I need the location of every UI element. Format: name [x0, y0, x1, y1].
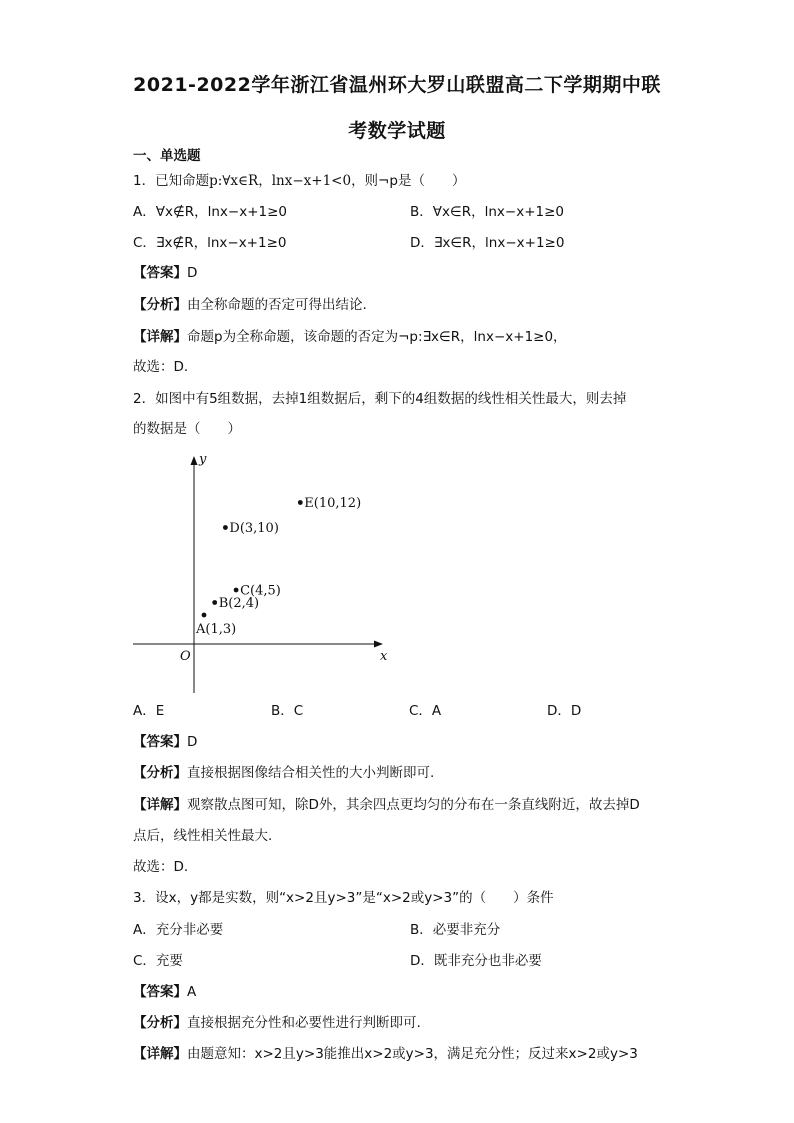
q1-analysis-text: 由全称命题的否定可得出结论.: [187, 297, 367, 313]
q3-analysis: [133, 1013, 421, 1033]
origin-label: O: [180, 649, 191, 664]
q1-detail: [133, 327, 567, 347]
q1-answer-value: D: [187, 265, 198, 281]
point-label: D(3,10): [229, 521, 279, 536]
analysis-tag: 【分析】: [133, 297, 187, 313]
q3-option-c: C．充要: [133, 953, 183, 969]
data-point: [212, 600, 217, 605]
doc-title-line2: 考数学试题: [348, 120, 446, 142]
q2-analysis-text: 直接根据图像结合相关性的大小判断即可.: [187, 765, 435, 781]
x-axis: [133, 641, 383, 648]
data-point: [298, 500, 303, 505]
point-label: B(2,4): [218, 596, 260, 611]
y-axis: [191, 456, 198, 693]
q1-stem-math: p:∀x∈R，lnx−x+1<0: [209, 173, 352, 189]
q1-analysis: [133, 295, 367, 315]
section-heading: 一、单选题: [133, 148, 201, 164]
doc-title-line1: 2021-2022学年浙江省温州环大罗山联盟高二下学期期中联: [133, 74, 661, 96]
q2-analysis: [133, 763, 434, 783]
q2-detail-line2: 点后，线性相关性最大.: [133, 828, 273, 844]
data-points: [195, 496, 361, 637]
q3-stem: 3．设x，y都是实数，则“x>2且y>3”是“x>2或y>3”的（ ）条件: [133, 890, 554, 906]
analysis-tag: 【分析】: [133, 765, 187, 781]
q2-detail-text: 观察散点图可知，除D外，其余四点更均匀的分布在一条直线附近，故去掉D: [187, 797, 640, 813]
q3-answer: [133, 982, 196, 1002]
q3-option-a: A．充分非必要: [133, 922, 224, 938]
q2-conclusion: 故选：D.: [133, 859, 189, 875]
q1-stem: [133, 171, 465, 191]
analysis-tag: 【分析】: [133, 1015, 187, 1031]
q1-detail-text: 命题p为全称命题，该命题的否定为¬p:∃x∈R，lnx−x+1≥0，: [187, 329, 567, 345]
detail-tag: 【详解】: [133, 329, 187, 345]
data-point: [234, 588, 239, 593]
q3-option-b: B．必要非充分: [410, 922, 501, 938]
q2-option-a: A．E: [133, 703, 165, 719]
answer-tag: 【答案】: [133, 734, 187, 750]
q2-option-b: B．C: [271, 703, 304, 719]
q1-conclusion: 故选：D.: [133, 359, 189, 375]
answer-tag: 【答案】: [133, 265, 187, 281]
q3-answer-value: A: [187, 984, 197, 1000]
q3-detail-text: 由题意知：x>2且y>3能推出x>2或y>3，满足充分性；反过来x>2或y>3: [187, 1046, 638, 1062]
q2-stem-line2: 的数据是（ ）: [133, 421, 241, 437]
scatter-plot: [125, 448, 395, 698]
q3-detail: [133, 1044, 638, 1064]
x-axis-label: x: [380, 649, 388, 664]
q3-option-d: D．既非充分也非必要: [410, 953, 542, 969]
q1-option-b: B．∀x∈R，lnx−x+1≥0: [410, 204, 565, 220]
q2-option-d: D．D: [547, 703, 582, 719]
answer-tag: 【答案】: [133, 984, 187, 1000]
q1-answer: [133, 263, 197, 283]
q3-analysis-text: 直接根据充分性和必要性进行判断即可.: [187, 1015, 421, 1031]
point-label: E(10,12): [304, 496, 362, 511]
point-label: C(4,5): [240, 583, 281, 599]
q2-answer: [133, 732, 197, 752]
q2-detail-line1: [133, 795, 640, 815]
q1-option-a: A．∀x∉R，lnx−x+1≥0: [133, 204, 287, 220]
data-point: [202, 613, 207, 618]
q1-stem-suffix: ，则¬p是（ ）: [351, 173, 466, 189]
q2-stem-line1: 2．如图中有5组数据，去掉1组数据后，剩下的4组数据的线性相关性最大，则去掉: [133, 391, 627, 407]
detail-tag: 【详解】: [133, 1046, 187, 1062]
q1-option-d: D．∃x∈R，lnx−x+1≥0: [410, 235, 565, 251]
q2-option-c: C．A: [409, 703, 442, 719]
detail-tag: 【详解】: [133, 797, 187, 813]
q1-stem-prefix: 1．已知命题: [133, 173, 210, 189]
y-axis-label: y: [199, 452, 207, 467]
q1-option-c: C．∃x∉R，lnx−x+1≥0: [133, 235, 287, 251]
point-label: A(1,3): [196, 622, 237, 637]
q2-answer-value: D: [187, 734, 198, 750]
data-point: [223, 525, 228, 530]
